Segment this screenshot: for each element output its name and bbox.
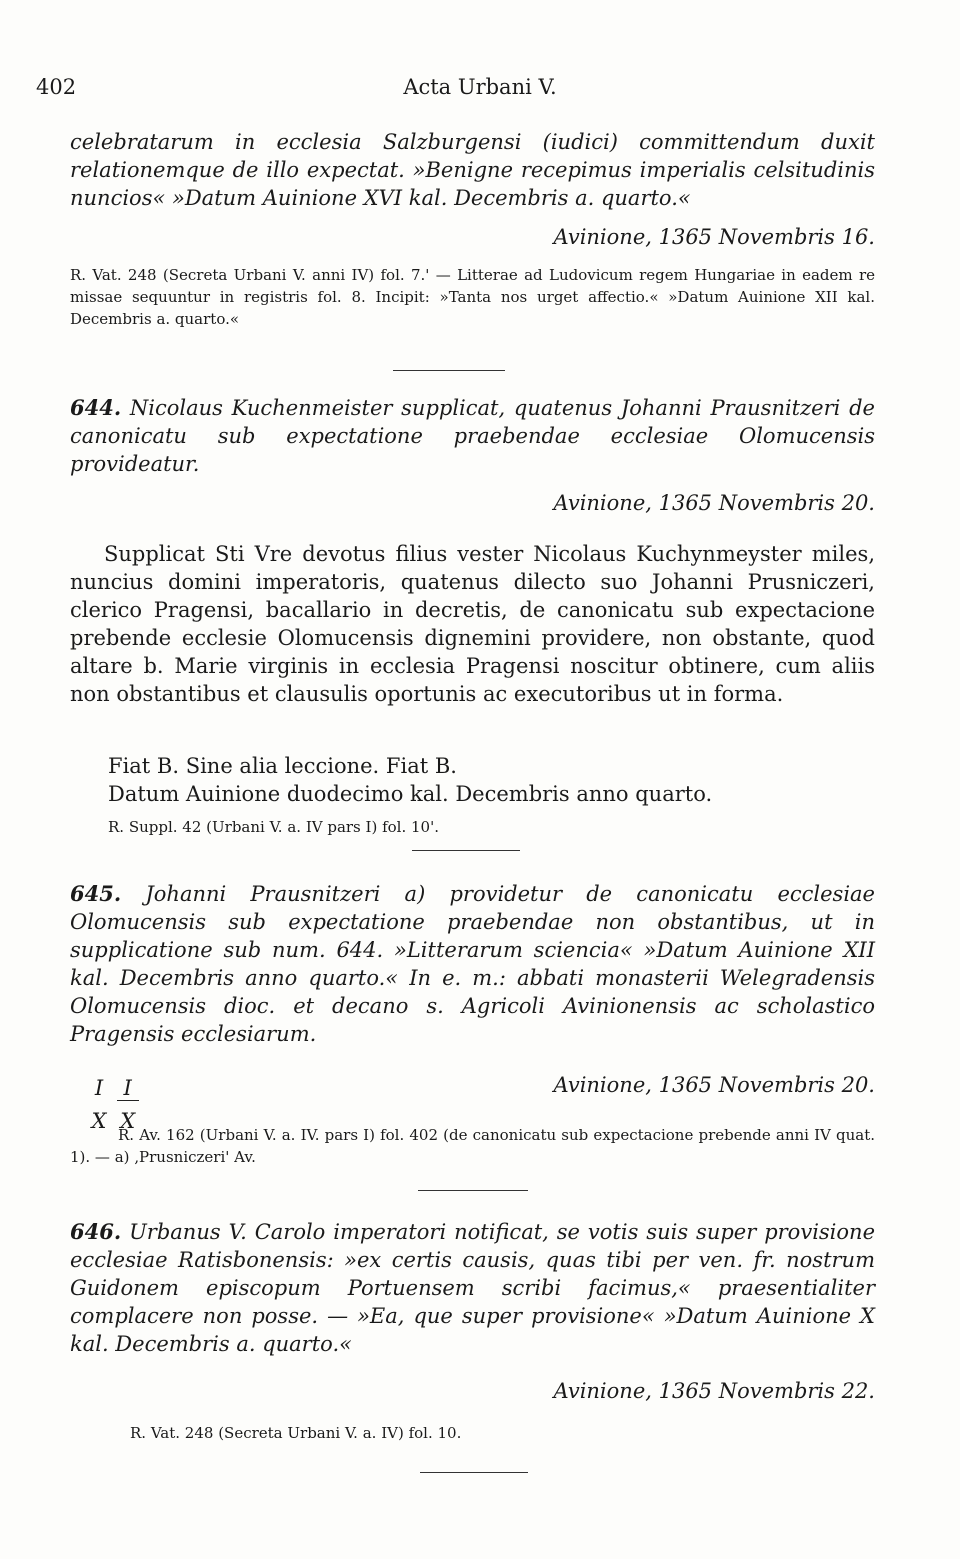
- entry-644-note: R. Suppl. 42 (Urbani V. a. IV pars I) fol. 10'.: [108, 818, 439, 836]
- entry-646-note: R. Vat. 248 (Secreta Urbani V. a. IV) fol. 10.: [130, 1424, 462, 1442]
- entry-645-date: Avinione, 1365 Novembris 20.: [553, 1073, 875, 1097]
- entry-645-title: Johanni Prausnitzeri a) providetur de canonicatu ecclesiae Olomucensis sub expectatione praebendae non obstantibus, ut in supplicatione sub num. 644. »Litterarum sciencia« »Datum Auinione XII kal. Decembris anno quarto.« In e. m.: abbati monasterii Welegradensis Olomucensis dioc. et decano s. Agricoli Avinionensis ac scholastico Pragensis ecclesiarum.: [70, 882, 875, 1046]
- fraction-bottom-1: X: [91, 1109, 107, 1133]
- prev-entry-note: R. Vat. 248 (Secreta Urbani V. anni IV) fol. 7.' — Litterae ad Ludovicum regem Hungariae in eadem re missae sequuntur in registris fol. 8. Incipit: »Tanta nos urget affectio.« »Datum Auinione XII kal. Decembris a. quarto.«: [70, 266, 875, 328]
- entry-645-note: R. Av. 162 (Urbani V. a. IV. pars I) fol. 402 (de canonicatu sub expectacione prebende anni IV quat. 1). — a) ‚Prusniczeri' Av.: [70, 1126, 875, 1166]
- entry-644-date: Avinione, 1365 Novembris 20.: [553, 491, 875, 515]
- entry-644-datum: Datum Auinione duodecimo kal. Decembris anno quarto.: [108, 782, 713, 806]
- entry-644-title: Nicolaus Kuchenmeister supplicat, quatenus Johanni Prausnitzeri de canonicatu sub expectatione praebendae ecclesiae Olomucensis provideatur.: [70, 396, 875, 476]
- entry-644-number: 644.: [70, 395, 122, 420]
- fraction-top-2: I: [117, 1076, 139, 1101]
- separator-rule: [393, 370, 505, 371]
- entry-644-body: Supplicat Sti Vre devotus filius vester Nicolaus Kuchynmeyster miles, nuncius domini imperatoris, quatenus dilecto suo Johanni Prusniczeri, clerico Pragensi, bacallario in decretis, de canonicatu sub expectacione prebende ecclesie Olomucensis dignemini providere, non obstante, quod altare b. Marie virginis in ecclesia Pragensi noscitur obtinere, cum aliis non obstantibus et clausulis oportunis ac executoribus ut in forma.: [70, 542, 875, 706]
- running-title: Acta Urbani V.: [403, 75, 557, 99]
- separator-rule: [412, 850, 520, 851]
- entry-646-number: 646.: [70, 1219, 122, 1244]
- entry-646-date: Avinione, 1365 Novembris 22.: [553, 1379, 875, 1403]
- page-number: 402: [36, 75, 77, 99]
- separator-rule: [418, 1190, 528, 1191]
- entry-646-title: Urbanus V. Carolo imperatori notificat, se votis suis super provisione ecclesiae Ratisbonensis: »ex certis causis, quas tibi per ven. fr. nostrum Guidonem episcopum Portuensem scribi facimus,« praesentialiter complacere non posse. — »Ea, que super provisione« »Datum Auinione X kal. Decembris a. quarto.«: [70, 1220, 875, 1356]
- entry-645-heading: [70, 880, 875, 1048]
- fraction-bottom-2: X: [120, 1109, 136, 1133]
- entry-645-number: 645.: [70, 881, 122, 906]
- prev-entry-date: Avinione, 1365 Novembris 16.: [553, 225, 875, 249]
- entry-646-heading: [70, 1218, 875, 1358]
- fraction-top-1: I: [94, 1076, 104, 1100]
- entry-644-heading: [70, 394, 875, 478]
- separator-rule: [420, 1472, 528, 1473]
- entry-644-fiat: Fiat B. Sine alia leccione. Fiat B.: [108, 754, 457, 778]
- prev-entry-text: celebratarum in ecclesia Salzburgensi (iudici) committendum duxit relationemque de illo expectat. »Benigne recepimus imperialis celsitudinis nuncios« »Datum Auinione XVI kal. Decembris a. quarto.«: [70, 130, 875, 210]
